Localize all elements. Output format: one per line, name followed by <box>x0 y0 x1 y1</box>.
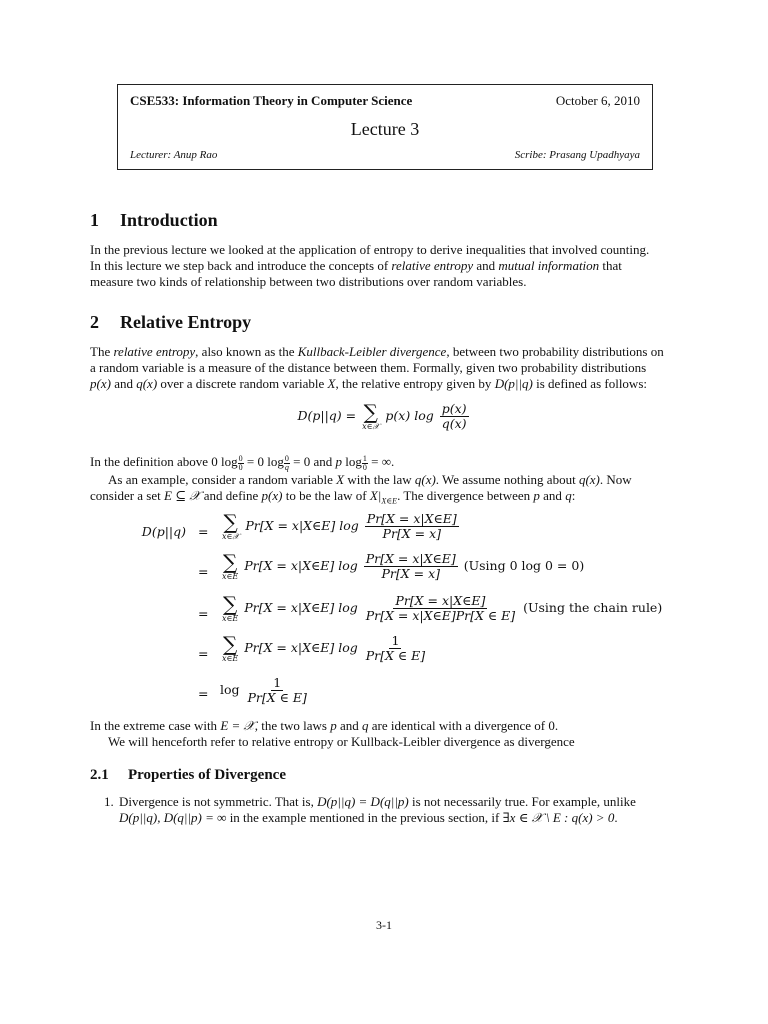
derivation-row-1 <box>0 512 768 552</box>
fraction: $\frac{0}{0}$ <box>238 453 243 472</box>
relative-entropy-paragraph <box>90 344 680 392</box>
lecture-date: October 6, 2010 <box>555 93 640 108</box>
text-line: The relative entropy, also known as the Kullback-Leibler divergence, between two probability distributions on <box>90 344 664 359</box>
equation-lhs: D(p||q) = <box>297 408 357 423</box>
text-line: a random variable is a measure of the distance between them. Formally, given two probability distributions <box>90 360 647 375</box>
derivation-rhs: log $\frac{1}{Pr[X \in E]}$ <box>220 675 307 705</box>
derivation-row-3 <box>0 594 768 634</box>
page-number: 3-1 <box>376 918 392 932</box>
derivation-lhs: D(p||q) <box>141 524 186 539</box>
equals-sign: = <box>198 606 209 621</box>
fraction: $\frac{0}{q}$ <box>284 453 289 472</box>
lecture-header-box <box>117 84 653 170</box>
section-heading-introduction <box>90 210 218 231</box>
text-line: In this lecture we step back and introduce the concepts of relative entropy and mutual information that <box>90 258 622 273</box>
list-item-body <box>119 794 680 826</box>
term-mutual-information: mutual information <box>498 258 600 273</box>
derivation-rhs: ∑ x∈E Pr[X = x|X∈E] log $\frac{Pr[X = x|X\in E]}{Pr[X = x]}$ (Using 0 log 0 = 0) <box>222 550 585 581</box>
equation-term: p(x) log <box>385 408 434 423</box>
scribe-name: Scribe: Prasang Upadhyaya <box>514 149 640 161</box>
text-line: measure two kinds of relationship between two distributions over random variables. <box>90 274 527 289</box>
intro-paragraph <box>90 242 680 290</box>
list-marker: 1. <box>104 794 114 809</box>
derivation-rhs: ∑ x∈E Pr[X = x|X∈E] log $\frac{Pr[X = x|X\in E]}{Pr[X = x|X\in E]Pr[X \in E]}$ (Using the chain rule) <box>222 592 663 623</box>
text-line: In the extreme case with E = 𝒳, the two laws p and q are identical with a divergence of 0. <box>90 718 559 733</box>
subsection-number: 2.1 <box>90 767 109 783</box>
derivation-row-5 <box>0 676 768 712</box>
text-line: D(p||q), D(q||p) = ∞ in the example mentioned in the previous section, if ∃x ∈ 𝒳 \ E : q(x) > 0. <box>119 810 618 825</box>
fraction: $\frac{1}{0}$ <box>362 453 367 472</box>
summation: ∑ x∈𝒳 <box>362 400 380 431</box>
text-line: In the definition above 0 log $\frac{0}{0}$ = 0 log $\frac{0}{q}$ = 0 and p log $\frac{1}{0}$ = ∞. <box>90 453 395 472</box>
subsection-heading-properties <box>90 767 286 784</box>
equals-sign: = <box>198 564 209 579</box>
equals-sign: = <box>198 524 209 539</box>
lecturer-name: Lecturer: Anup Rao <box>130 149 218 161</box>
section-heading-relative-entropy <box>90 312 251 333</box>
term-relative-entropy: relative entropy <box>113 344 196 359</box>
equals-sign: = <box>198 686 209 701</box>
text-line: p(x) and q(x) over a discrete random variable X, the relative entropy given by D(p||q) is defined as follows: <box>90 376 647 391</box>
section-number: 1 <box>90 210 99 230</box>
derivation-row-4 <box>0 634 768 674</box>
subsection-title: Properties of Divergence <box>128 767 286 783</box>
definition-equation <box>0 402 768 431</box>
term-kl-divergence: Kullback-Leibler divergence <box>297 344 447 359</box>
text-line: In the previous lecture we looked at the application of entropy to derive inequalities that involved counting. <box>90 242 650 257</box>
section-number: 2 <box>90 312 99 332</box>
text-line: Divergence is not symmetric. That is, D(p||q) = D(q||p) is not necessarily true. For example, unlike <box>119 794 636 809</box>
example-paragraph <box>90 472 680 510</box>
derivation-rhs: ∑ x∈𝒳 Pr[X = x|X∈E] log $\frac{Pr[X = x|X\in E]}{Pr[X = x]}$ <box>222 510 457 541</box>
derivation-rhs: ∑ x∈E Pr[X = x|X∈E] log $\frac{1}{Pr[X \in E]}$ <box>222 632 426 663</box>
fraction: $\frac{p(x)}{q(x)}$ <box>441 401 467 431</box>
convention-line <box>90 454 680 472</box>
section-title: Introduction <box>120 210 218 230</box>
term-relative-entropy: relative entropy <box>391 258 474 273</box>
list-item <box>104 794 680 828</box>
section-title: Relative Entropy <box>120 312 252 332</box>
text-line: As an example, consider a random variable X with the law q(x). We assume nothing about q(x). Now <box>108 472 632 487</box>
text-line: We will henceforth refer to relative entropy or Kullback-Leibler divergence as divergence <box>108 734 575 749</box>
lecture-title: Lecture 3 <box>350 119 420 139</box>
extreme-case-paragraph <box>90 718 680 750</box>
course-title: CSE533: Information Theory in Computer Science <box>130 93 413 108</box>
derivation-row-2 <box>0 552 768 592</box>
text-line: consider a set E ⊆ 𝒳 and define p(x) to be the law of $X|_{X\in E}$. The divergence between p and q: <box>90 488 576 506</box>
equals-sign: = <box>198 646 209 661</box>
